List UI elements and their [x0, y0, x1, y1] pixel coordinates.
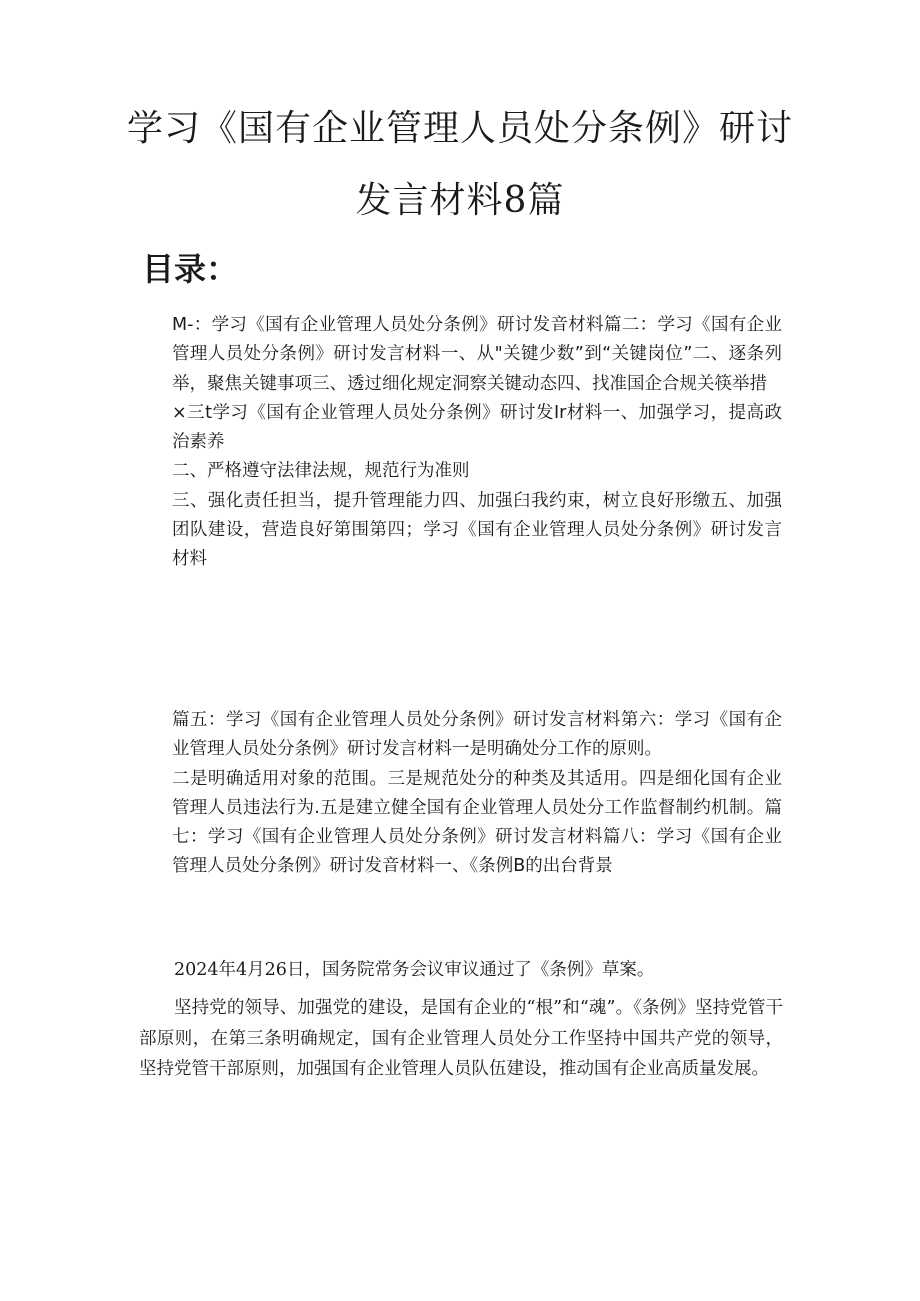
body-paragraph: 坚持党的领导、加强党的建设，是国有企业的“根”和“魂”。《条例》坚持党管干部原则，在第三条明确规定，国有企业管理人员处分工作坚持中国共产党的领导，坚持党管干部原则，加强国有企业管理人员队伍建设，推动国有企业高质量发展。 — [139, 998, 783, 1079]
toc-paragraph: 二、严格遵守法律法规，规范行为准则 — [172, 461, 470, 482]
toc-block-1 — [172, 311, 782, 575]
document-title-line-1: 学习《国有企业管理人员处分条例》研讨 — [126, 108, 793, 149]
body-paragraph: 2024年4月26日，国务院常务会议审议通过了《条例》草案。 — [174, 960, 655, 980]
toc-paragraph: M-：学习《国有企业管理人员处分条例》研讨发音材料篇二：学习《国有企业管理人员处分条例》研讨发言材料一、从"关键少数”到“关键岗位”二、逐条列举，聚焦关键事项三、透过细化规定洞察关键动态四、找准国企合规关筷举措 — [172, 315, 782, 394]
document-title-line-2: 发言材料8篇 — [355, 180, 565, 221]
toc-paragraph: 三、强化责任担当，提升管理能力四、加强臼我约束，树立良好形缴五、加强团队建设，营造良好第围第四；学习《国有企业管理人员处分条例》研讨发言材料 — [172, 490, 782, 570]
toc-heading: 目录： — [142, 250, 239, 288]
toc-paragraph: 篇五：学习《国有企业管理人员处分条例》研讨发言材料第六：学习《国有企业管理人员处分条例》研讨发言材料一是明确处分工作的原则。 — [172, 710, 782, 760]
toc-paragraph: 二是明确适用对象的范围。三是规范处分的种类及其适用。四是细化国有企业管理人员违法行为.五是建立健全国有企业管理人员处分工作监督制约机制。篇七：学习《国有企业管理人员处分条例》研讨发言材料篇八：学习《国有企业管理人员处分条例》研讨发音材料一、《条例B的出台背景 — [172, 768, 782, 877]
toc-paragraph: ×三t学习《国有企业管理人员处分条例》研讨发Ir材料一、加强学习，提高政治素养 — [172, 402, 782, 453]
toc-block-2 — [172, 706, 782, 882]
body-date-paragraph — [139, 955, 783, 986]
body-main-paragraph — [139, 993, 783, 1085]
